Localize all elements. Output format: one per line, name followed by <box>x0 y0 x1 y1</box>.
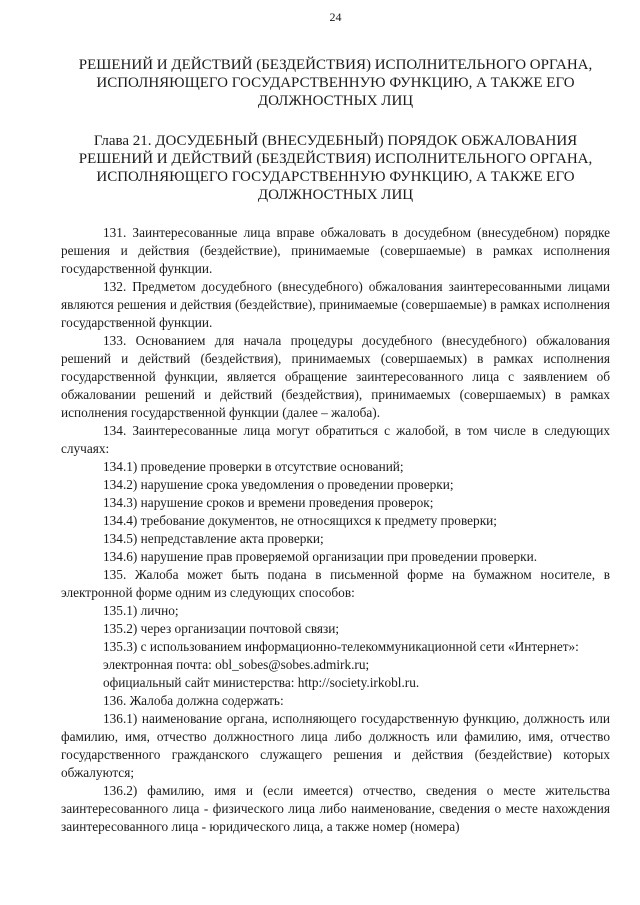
paragraph-136-1: 136.1) наименование органа, исполняющего государственную функцию, должность или фамилию, имя, отчество должностного лица либо должность или фамилию, имя, отчество государственного гражданского служащего решения и действия (бездействие) которых обжалуются; <box>61 711 610 780</box>
paragraph-133: 133. Основанием для начала процедуры досудебного (внесудебного) обжалования решений и действий (бездействия), принимаемых (совершаемых) в рамках исполнения государственной функции, является обращение заинтересованного лица с заявлением об обжаловании решений и действий (бездействия), принимаемых (совершаемых) в рамках исполнения государственной функции (далее – жалоба). <box>61 333 610 420</box>
list-item: 134.5) непредставление акта проверки; <box>103 531 324 546</box>
chapter-heading: Глава 21. ДОСУДЕБНЫЙ (ВНЕСУДЕБНЫЙ) ПОРЯДОК ОБЖАЛОВАНИЯ РЕШЕНИЙ И ДЕЙСТВИЙ (БЕЗДЕЙСТВИЯ) ИСПОЛНИТЕЛЬНОГО ОРГАНА, ИСПОЛНЯЮЩЕГО ГОСУДАРСТВЕННУЮ ФУНКЦИЮ, А ТАКЖЕ ЕГО ДОЛЖНОСТНЫХ ЛИЦ <box>78 133 593 203</box>
list-item-email: электронная почта: obl_sobes@sobes.admirk.ru; <box>103 657 370 672</box>
list-item: 134.3) нарушение сроков и времени проведения проверок; <box>103 495 434 510</box>
paragraph-135-3: 135.3) с использованием информационно-телекоммуникационной сети «Интернет»: <box>103 639 579 654</box>
heading-continued: РЕШЕНИЙ И ДЕЙСТВИЙ (БЕЗДЕЙСТВИЯ) ИСПОЛНИТЕЛЬНОГО ОРГАНА, ИСПОЛНЯЮЩЕГО ГОСУДАРСТВЕННУЮ ФУНКЦИЮ, А ТАКЖЕ ЕГО ДОЛЖНОСТНЫХ ЛИЦ <box>78 57 593 109</box>
paragraph-132: 132. Предметом досудебного (внесудебного) обжалования заинтересованными лицами являются решения и действия (бездействие), принимаемые (совершаемые) в рамках исполнения государственной функции. <box>61 279 610 330</box>
list-item: 135.1) лично; <box>103 603 179 618</box>
paragraph-134: 134. Заинтересованные лица могут обратиться с жалобой, в том числе в следующих случаях: <box>61 423 610 456</box>
list-item: 134.6) нарушение прав проверяемой организации при проведении проверки. <box>103 549 538 564</box>
list-item: 134.2) нарушение срока уведомления о проведении проверки; <box>103 477 454 492</box>
page-number: 24 <box>329 10 342 24</box>
paragraph-136-2: 136.2) фамилию, имя и (если имеется) отчество, сведения о месте жительства заинтересованного лица - физического лица либо наименование, сведения о месте нахождения заинтересованного лица - юридического лица, а также номер (номера) <box>61 783 610 834</box>
list-item: 134.4) требование документов, не относящихся к предмету проверки; <box>103 513 497 528</box>
list-item: 134.1) проведение проверки в отсутствие оснований; <box>103 459 404 474</box>
paragraph-135: 135. Жалоба может быть подана в письменной форме на бумажном носителе, в электронной форме одним из следующих способов: <box>61 567 610 600</box>
list-item: 135.2) через организации почтовой связи; <box>103 621 340 636</box>
paragraph-131: 131. Заинтересованные лица вправе обжаловать в досудебном (внесудебном) порядке решения и действия (бездействие), принимаемые (совершаемые) в рамках исполнения государственной функции. <box>61 225 610 276</box>
paragraph-136: 136. Жалоба должна содержать: <box>103 693 284 708</box>
list-item-website: официальный сайт министерства: http://society.irkobl.ru. <box>103 675 420 690</box>
